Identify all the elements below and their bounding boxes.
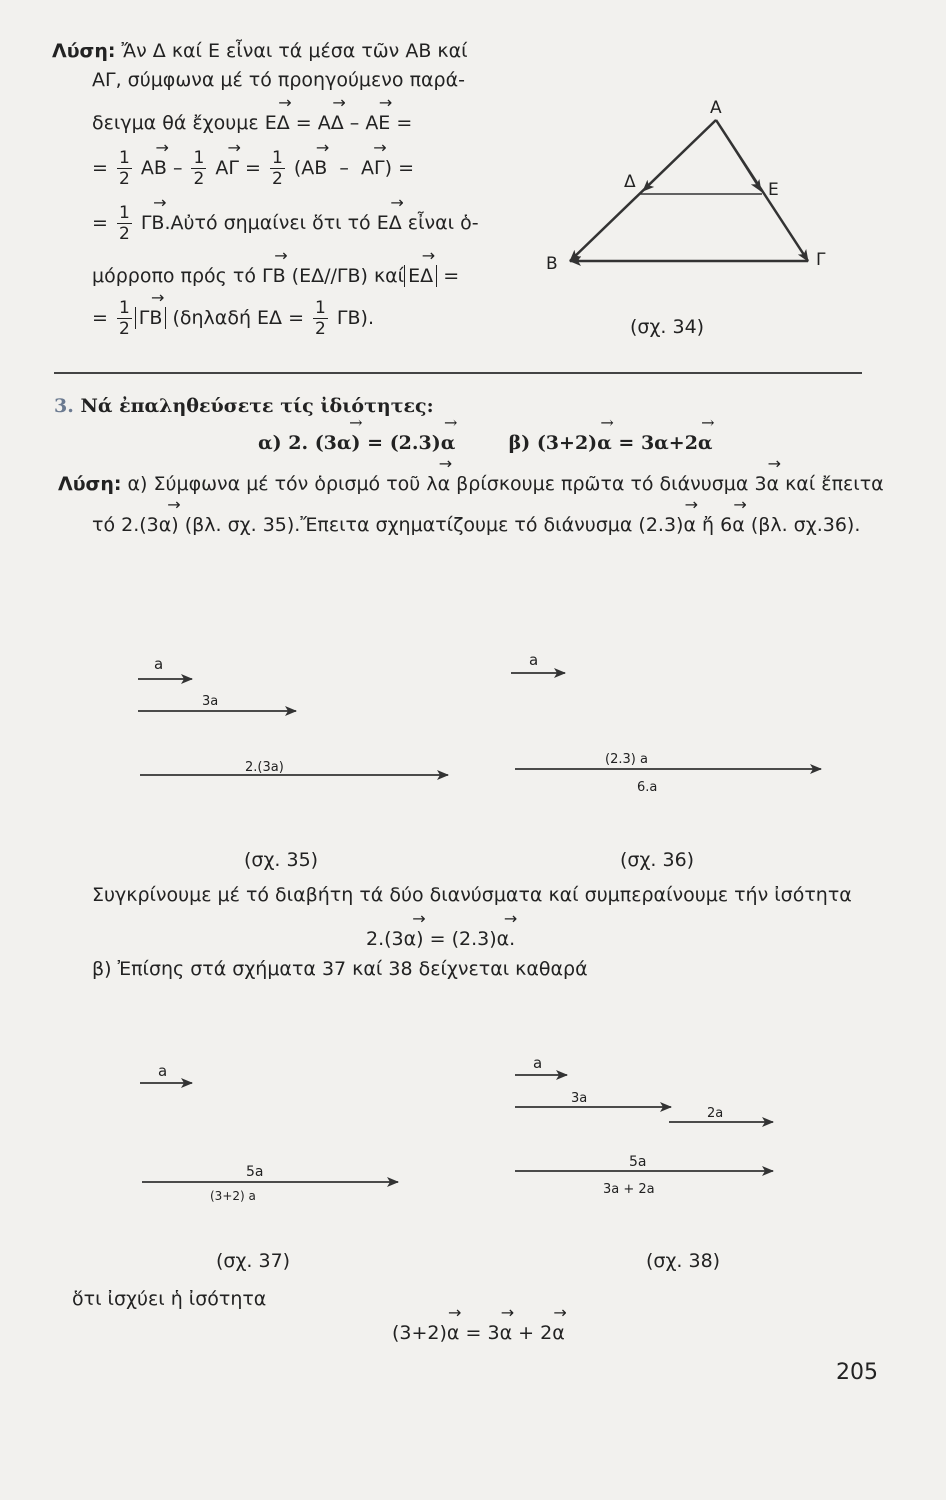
vector-AG: → ΑΓ xyxy=(215,157,239,179)
text: .Αὐτό σημαίνει ὅτι τό xyxy=(164,212,371,234)
label-5a: 5a xyxy=(629,1154,647,1170)
label-5a: 5a xyxy=(246,1164,264,1180)
solution3-line2 xyxy=(92,514,860,536)
label-3a: 3a xyxy=(202,694,219,709)
text: ΓΒ). xyxy=(336,307,374,329)
page-number: 205 xyxy=(836,1360,878,1385)
vector-AD xyxy=(643,120,716,191)
numerator: 1 xyxy=(118,203,130,223)
equality-a xyxy=(366,928,515,950)
vector-la: → λα xyxy=(426,473,450,495)
figure-37-caption: (σχ. 37) xyxy=(216,1250,291,1272)
figure-34-triangle xyxy=(540,95,840,285)
solution1-line3 xyxy=(92,112,412,134)
equals: = xyxy=(398,157,414,179)
vector-ED: → ΕΔ xyxy=(265,112,290,134)
text: + 2 xyxy=(518,1322,553,1344)
vector-3a: → (3α) xyxy=(384,928,423,950)
exercise-3-heading xyxy=(54,395,434,417)
text: καί ἔπειτα xyxy=(785,473,884,495)
minus: – xyxy=(339,157,349,179)
equals: = xyxy=(92,157,108,179)
prop-a-left: → (3α) xyxy=(315,432,361,454)
fraction-half xyxy=(191,148,206,189)
equals: = xyxy=(295,112,312,134)
solution1-line2: ΑΓ, σύμφωνα μέ τό προηγούμενο παρά- xyxy=(92,69,465,91)
minus: – xyxy=(172,157,183,179)
compare-text: Συγκρίνουμε μέ τό διαβήτη τά δύο διανύσματα καί συμπεραίνουμε τήν ἰσότητα xyxy=(92,884,852,906)
label-6a: 6.a xyxy=(637,780,658,795)
text: ἤ xyxy=(702,514,715,536)
prop-b-right: → 3α+2α xyxy=(641,432,713,454)
final-equality xyxy=(392,1322,565,1344)
equals: = xyxy=(367,432,384,454)
denominator: 2 xyxy=(118,319,130,339)
text: βρίσκουμε πρῶτα τό διάνυσμα xyxy=(456,473,749,495)
text: = (2.3) xyxy=(429,928,497,950)
equals: = xyxy=(92,212,108,234)
vector-a: → α. xyxy=(497,928,516,950)
denominator: 2 xyxy=(315,319,326,339)
text: εἶναι ὁ- xyxy=(407,212,479,234)
prop-a-label: α) 2. xyxy=(258,432,309,454)
vector-GB: → ΓΒ xyxy=(141,212,165,234)
label-2a: 2a xyxy=(707,1106,724,1121)
vector-ED: → ΕΔ xyxy=(377,212,402,234)
exercise-number: 3. xyxy=(54,395,74,417)
fraction-half xyxy=(117,203,132,244)
fraction-half xyxy=(117,148,132,189)
prop-b-left: → β) (3+2)α xyxy=(509,432,612,454)
label-a: a xyxy=(529,651,539,669)
minus: – xyxy=(349,112,360,134)
conclusion-text: ὅτι ἰσχύει ἡ ἰσότητα xyxy=(72,1288,267,1310)
numerator: 1 xyxy=(118,298,130,318)
label-32a: (3+2) a xyxy=(210,1189,256,1203)
equals: = xyxy=(92,307,108,329)
figure-36-caption: (σχ. 36) xyxy=(620,849,695,871)
abs-value xyxy=(135,307,167,329)
equals: = xyxy=(618,432,635,454)
fraction-half xyxy=(313,298,328,339)
numerator: 1 xyxy=(118,148,130,168)
prop-a-right: → (2.3)α xyxy=(390,432,456,454)
vector-23a: → (2.3)α xyxy=(638,514,696,536)
text: (3+2) xyxy=(392,1322,447,1344)
part-b-text: β) Ἐπίσης στά σχήματα 37 καί 38 δείχνεται καθαρά xyxy=(92,958,588,980)
figure-34-caption: (σχ. 34) xyxy=(630,316,705,338)
numerator: 1 xyxy=(315,298,326,318)
vector-a: → α xyxy=(552,1322,565,1344)
label-A: Α xyxy=(710,98,722,118)
label-3a: 3a xyxy=(571,1091,588,1106)
label-B: Β xyxy=(546,254,558,274)
label-3a-plus-2a: 3a + 2a xyxy=(603,1182,655,1197)
vector-a: → α xyxy=(447,1322,460,1344)
figure-38-caption: (σχ. 38) xyxy=(646,1250,721,1272)
vector-6a: → 6α xyxy=(720,514,745,536)
exercise-title: Νά ἐπαληθεύσετε τίς ἰδιότητες: xyxy=(80,395,434,417)
fraction-half xyxy=(270,148,285,189)
section-divider xyxy=(54,372,862,374)
solution1-line8 xyxy=(92,298,374,339)
text: μόρροπο πρός τό xyxy=(92,265,256,287)
figure-35-caption: (σχ. 35) xyxy=(244,849,319,871)
abs-value xyxy=(404,265,437,287)
solution1-line7 xyxy=(92,265,459,287)
equals: = xyxy=(443,265,460,287)
label-2-3a: 2.(3a) xyxy=(245,760,284,775)
solution1-line1 xyxy=(52,40,468,62)
text: (ΕΔ//ΓΒ) καί xyxy=(291,265,405,287)
label-G: Γ xyxy=(816,250,826,270)
text: (βλ. σχ. 35).Ἔπειτα σχηματίζουμε τό διάνυσμα xyxy=(184,514,633,536)
denominator: 2 xyxy=(118,169,130,189)
label-a: a xyxy=(533,1054,543,1072)
text: (βλ. σχ.36). xyxy=(750,514,861,536)
equals: = xyxy=(396,112,413,134)
equals: = xyxy=(245,157,261,179)
vector-GB: → ΓΒ xyxy=(262,265,286,287)
figure-36 xyxy=(505,645,835,795)
text: (δηλαδή ΕΔ = xyxy=(172,307,304,329)
numerator: 1 xyxy=(271,148,283,168)
vector-AG: → ΑΓ xyxy=(361,157,385,179)
vector-ED: → ΕΔ xyxy=(408,265,433,287)
vector-3a: → (3α) xyxy=(139,514,178,536)
solution3-line1 xyxy=(58,473,884,495)
solution-label: Λύση: xyxy=(58,473,122,495)
solution-label: Λύση: xyxy=(52,40,116,62)
paren: ) xyxy=(384,157,393,179)
solution1-line6 xyxy=(92,203,479,244)
vector-AE: → ΑΕ xyxy=(365,112,390,134)
figure-38 xyxy=(505,1050,795,1210)
vector-GB: → ΓΒ xyxy=(139,307,163,329)
text: δειγμα θά ἔχουμε xyxy=(92,112,259,134)
vector-AD: → ΑΔ xyxy=(318,112,344,134)
text: 2. xyxy=(366,928,385,950)
vector-AB: → ΑΒ xyxy=(301,157,327,179)
numerator: 1 xyxy=(193,148,205,168)
figure-37 xyxy=(130,1050,420,1210)
vector-a: → α xyxy=(500,1322,513,1344)
paren: ( xyxy=(293,157,302,179)
label-23a: (2.3) a xyxy=(605,752,648,767)
text: Ἄν Δ καί Ε εἶναι τά μέσα τῶν ΑΒ καί xyxy=(121,40,468,62)
denominator: 2 xyxy=(193,169,205,189)
denominator: 2 xyxy=(271,169,283,189)
label-a: a xyxy=(158,1062,168,1080)
text: α) Σύμφωνα μέ τόν ὁρισμό τοῦ xyxy=(127,473,421,495)
vector-3a: → 3α xyxy=(754,473,779,495)
fraction-half xyxy=(117,298,132,339)
label-D: Δ xyxy=(624,172,636,192)
vector-AB: → ΑΒ xyxy=(141,157,167,179)
text: = 3 xyxy=(465,1322,500,1344)
figure-35 xyxy=(130,645,460,795)
label-E: Ε xyxy=(768,180,779,200)
solution1-line4 xyxy=(92,148,414,189)
vector-AE xyxy=(716,120,761,191)
text: τό 2. xyxy=(92,514,140,536)
denominator: 2 xyxy=(118,224,130,244)
label-a: a xyxy=(154,655,164,673)
exercise-3-properties xyxy=(258,432,713,454)
